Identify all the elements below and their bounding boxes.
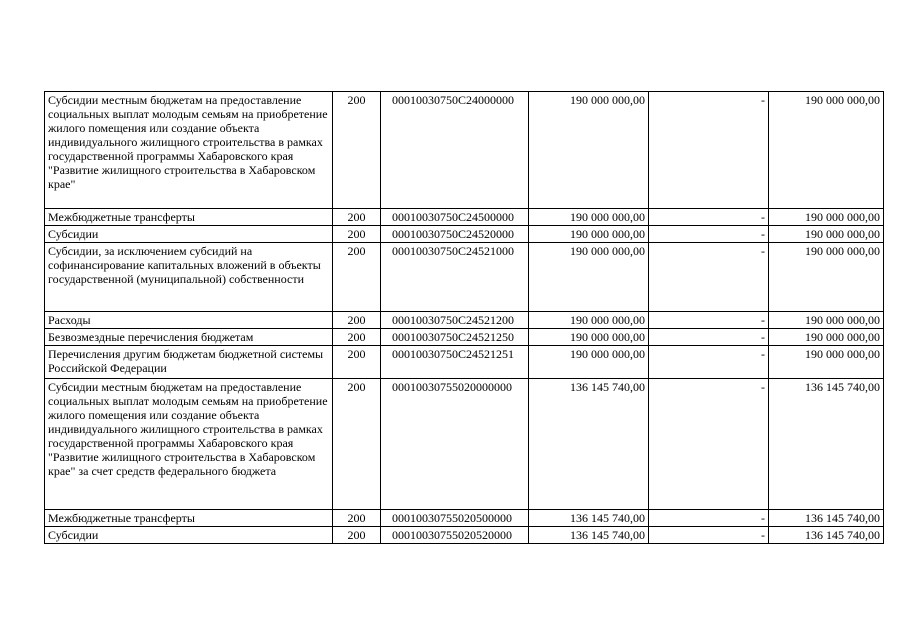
row-remaining-cell: 190 000 000,00 bbox=[769, 312, 884, 329]
row-executed-cell: - bbox=[649, 379, 769, 510]
row-approved-cell: 136 145 740,00 bbox=[529, 510, 649, 527]
row-code-cell: 200 bbox=[333, 92, 381, 209]
row-remaining-cell: 190 000 000,00 bbox=[769, 329, 884, 346]
table-row bbox=[45, 329, 884, 346]
row-approved-cell: 190 000 000,00 bbox=[529, 329, 649, 346]
row-executed-cell: - bbox=[649, 527, 769, 544]
row-executed-cell: - bbox=[649, 209, 769, 226]
row-remaining-cell: 136 145 740,00 bbox=[769, 510, 884, 527]
row-executed-cell: - bbox=[649, 312, 769, 329]
row-classification-cell: 00010030755020520000 bbox=[381, 527, 529, 544]
table-row bbox=[45, 92, 884, 209]
row-name-cell: Субсидии bbox=[45, 226, 333, 243]
row-approved-cell: 190 000 000,00 bbox=[529, 92, 649, 209]
row-remaining-cell: 190 000 000,00 bbox=[769, 226, 884, 243]
table-row bbox=[45, 226, 884, 243]
row-code-cell: 200 bbox=[333, 329, 381, 346]
row-code-cell: 200 bbox=[333, 243, 381, 312]
row-name-cell: Безвозмездные перечисления бюджетам bbox=[45, 329, 333, 346]
row-code-cell: 200 bbox=[333, 379, 381, 510]
row-approved-cell: 190 000 000,00 bbox=[529, 243, 649, 312]
row-name-cell: Межбюджетные трансферты bbox=[45, 209, 333, 226]
row-name-cell: Субсидии местным бюджетам на предоставление социальных выплат молодым семьям на приобретение жилого помещения или создание объекта индивидуального жилищного строительства в рамках государственной программы Хабаровского края "Развитие жилищного строительства в Хабаровском крае" за счет средств федерального бюджета bbox=[45, 379, 333, 510]
row-approved-cell: 136 145 740,00 bbox=[529, 527, 649, 544]
budget-execution-table bbox=[44, 91, 884, 544]
row-name-cell: Субсидии bbox=[45, 527, 333, 544]
row-approved-cell: 190 000 000,00 bbox=[529, 209, 649, 226]
row-remaining-cell: 190 000 000,00 bbox=[769, 209, 884, 226]
row-classification-cell: 00010030750C24521250 bbox=[381, 329, 529, 346]
table-row bbox=[45, 209, 884, 226]
row-classification-cell: 00010030750C24500000 bbox=[381, 209, 529, 226]
row-classification-cell: 00010030750C24000000 bbox=[381, 92, 529, 209]
row-name-cell: Межбюджетные трансферты bbox=[45, 510, 333, 527]
row-code-cell: 200 bbox=[333, 346, 381, 379]
row-approved-cell: 190 000 000,00 bbox=[529, 312, 649, 329]
table-row bbox=[45, 243, 884, 312]
row-executed-cell: - bbox=[649, 346, 769, 379]
row-executed-cell: - bbox=[649, 243, 769, 312]
row-approved-cell: 190 000 000,00 bbox=[529, 226, 649, 243]
row-executed-cell: - bbox=[649, 329, 769, 346]
row-code-cell: 200 bbox=[333, 226, 381, 243]
row-remaining-cell: 190 000 000,00 bbox=[769, 92, 884, 209]
row-name-cell: Субсидии, за исключением субсидий на софинансирование капитальных вложений в объекты государственной (муниципальной) собственности bbox=[45, 243, 333, 312]
row-code-cell: 200 bbox=[333, 527, 381, 544]
row-remaining-cell: 136 145 740,00 bbox=[769, 527, 884, 544]
row-code-cell: 200 bbox=[333, 510, 381, 527]
row-executed-cell: - bbox=[649, 92, 769, 209]
table-body bbox=[45, 92, 884, 544]
row-approved-cell: 136 145 740,00 bbox=[529, 379, 649, 510]
row-classification-cell: 00010030750C24521000 bbox=[381, 243, 529, 312]
row-name-cell: Перечисления другим бюджетам бюджетной системы Российской Федерации bbox=[45, 346, 333, 379]
table-row bbox=[45, 346, 884, 379]
row-remaining-cell: 190 000 000,00 bbox=[769, 243, 884, 312]
row-remaining-cell: 136 145 740,00 bbox=[769, 379, 884, 510]
row-executed-cell: - bbox=[649, 226, 769, 243]
row-classification-cell: 00010030755020500000 bbox=[381, 510, 529, 527]
row-code-cell: 200 bbox=[333, 209, 381, 226]
row-classification-cell: 00010030755020000000 bbox=[381, 379, 529, 510]
row-approved-cell: 190 000 000,00 bbox=[529, 346, 649, 379]
row-classification-cell: 00010030750C24521200 bbox=[381, 312, 529, 329]
row-code-cell: 200 bbox=[333, 312, 381, 329]
row-name-cell: Субсидии местным бюджетам на предоставление социальных выплат молодым семьям на приобретение жилого помещения или создание объекта индивидуального жилищного строительства в рамках государственной программы Хабаровского края "Развитие жилищного строительства в Хабаровском крае" bbox=[45, 92, 333, 209]
table-row bbox=[45, 510, 884, 527]
row-remaining-cell: 190 000 000,00 bbox=[769, 346, 884, 379]
row-name-cell: Расходы bbox=[45, 312, 333, 329]
table-row bbox=[45, 312, 884, 329]
row-classification-cell: 00010030750C24521251 bbox=[381, 346, 529, 379]
table-row bbox=[45, 527, 884, 544]
table-row bbox=[45, 379, 884, 510]
row-executed-cell: - bbox=[649, 510, 769, 527]
row-classification-cell: 00010030750C24520000 bbox=[381, 226, 529, 243]
